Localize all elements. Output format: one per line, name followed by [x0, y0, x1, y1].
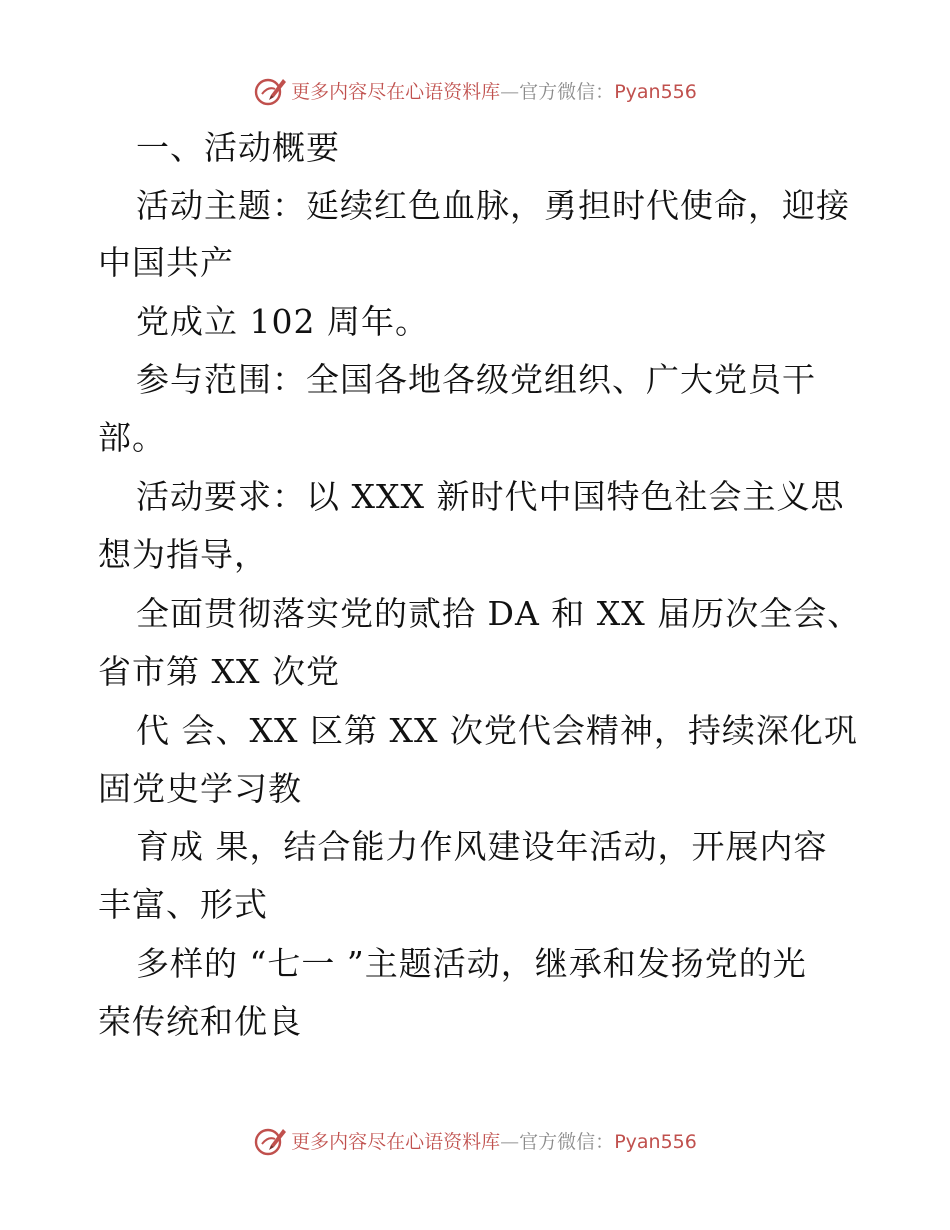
paragraph-line: 部。: [98, 418, 166, 457]
watermark-text: [291, 1127, 697, 1154]
watermark-id: Pyan556: [614, 80, 697, 103]
watermark-id: Pyan556: [614, 1130, 697, 1153]
watermark-main: 更多内容尽在心语资料库: [291, 1130, 501, 1153]
footer-watermark: [0, 1120, 950, 1160]
header-watermark: [0, 70, 950, 110]
paragraph-line: 代 会、XX 区第 XX 次党代会精神，持续深化巩: [136, 711, 858, 750]
watermark-label: 官方微信：: [519, 1130, 615, 1153]
watermark-main: 更多内容尽在心语资料库: [291, 80, 501, 103]
paragraph-line: 固党史学习教: [98, 769, 302, 808]
paragraph-line: 中国共产: [98, 243, 234, 282]
paragraph-line: 活动主题：延续红色血脉，勇担时代使命，迎接: [136, 186, 850, 225]
paragraph-line: 荣传统和优良: [98, 1002, 302, 1041]
paragraph-line: 育成 果，结合能力作风建设年活动，开展内容: [136, 827, 828, 866]
paragraph-line: 党成立 102 周年。: [136, 302, 429, 341]
pen-logo-icon: [253, 73, 287, 107]
watermark-dash: —: [500, 80, 520, 103]
paragraph-line: 活动要求：以 XXX 新时代中国特色社会主义思: [136, 477, 845, 516]
paragraph-line: 省市第 XX 次党: [98, 652, 340, 691]
watermark-text: [291, 77, 697, 104]
paragraph-line: 全面贯彻落实党的贰拾 DA 和 XX 届历次全会、: [136, 594, 862, 633]
paragraph-line: 丰富、形式: [98, 885, 268, 924]
paragraph-line: 多样的 “七一 ”主题活动，继承和发扬党的光: [136, 944, 807, 983]
watermark-dash: —: [500, 1130, 520, 1153]
pen-logo-icon: [253, 1123, 287, 1157]
paragraph-line: 想为指导，: [98, 535, 268, 574]
section-heading: 一、活动概要: [136, 128, 340, 167]
watermark-label: 官方微信：: [519, 80, 615, 103]
paragraph-line: 参与范围：全国各地各级党组织、广大党员干: [136, 360, 816, 399]
